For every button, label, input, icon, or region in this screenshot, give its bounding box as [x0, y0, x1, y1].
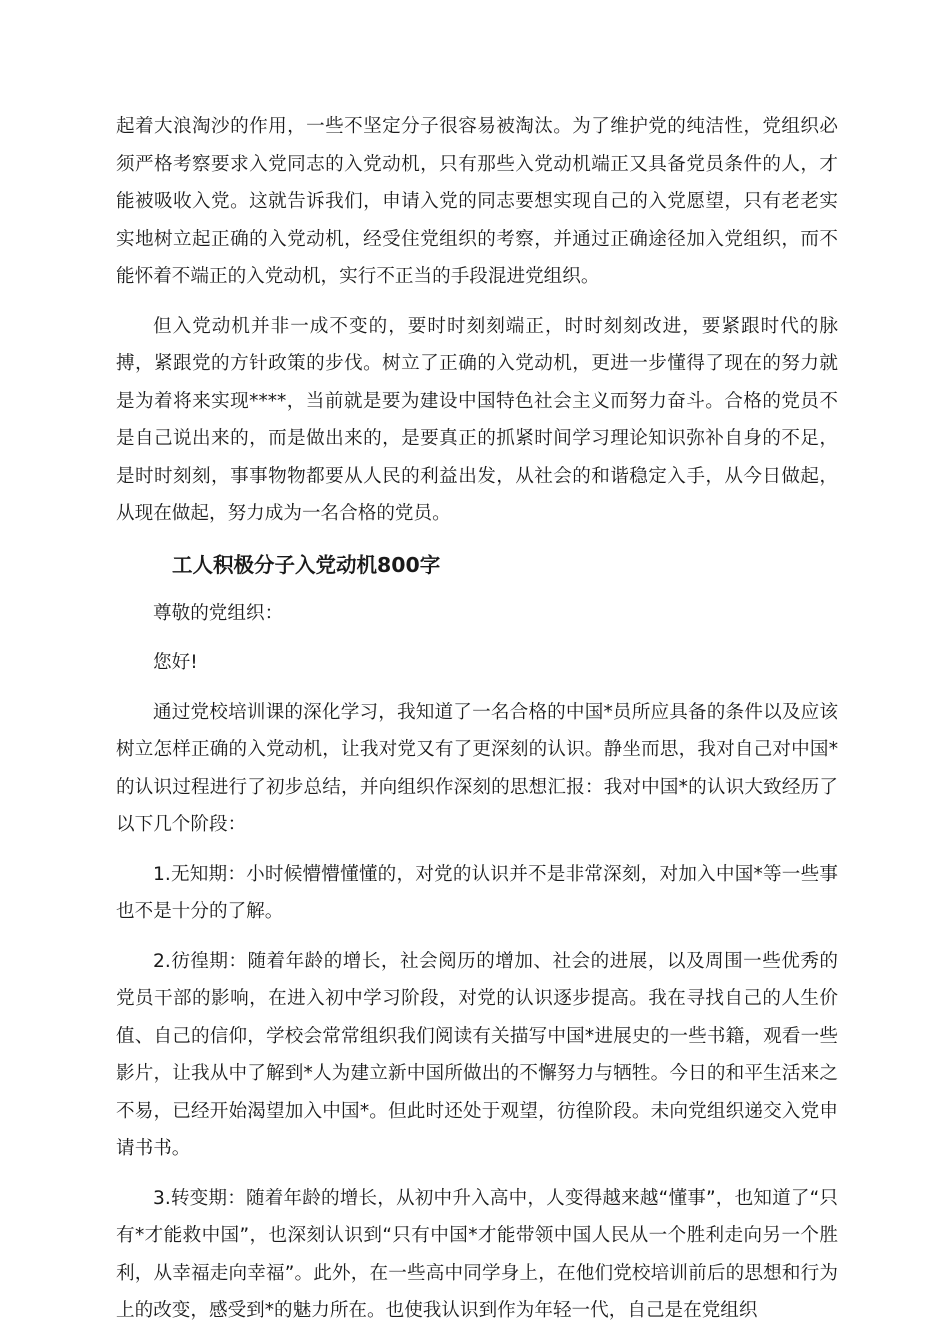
salutation: 尊敬的党组织： — [153, 602, 284, 624]
paragraph: 但入党动机并非一成不变的，要时时刻刻端正，时时刻刻改进，要紧跟时代的脉搏，紧跟党的方针政策的步伐。树立了正确的入党动机，更进一步懂得了现在的努力就是为着将来实现****，当前就是要为建设中国特色社会主义而努力奋斗。合格的党员不是自己说出来的，而是做出来的，是要真正的抓紧时间学习理论知识弥补自身的不足，是时时刻刻，事事物物都要从人民的利益出发，从社会的和谐稳定入手，从今日做起，从现在做起，努力成为一名合格的党员。 — [116, 315, 838, 524]
document-page — [116, 108, 838, 1342]
paragraph: 起着大浪淘沙的作用，一些不坚定分子很容易被淘汰。为了维护党的纯洁性，党组织必须严格考察要求入党同志的入党动机，只有那些入党动机端正又具备党员条件的人，才能被吸收入党。这就告诉我们，申请入党的同志要想实现自己的入党愿望，只有老老实实地树立起正确的入党动机，经受住党组织的考察，并通过正确途径加入党组织，而不能怀着不端正的入党动机，实行不正当的手段混进党组织。 — [116, 116, 838, 287]
paragraph: 1.无知期：小时候懵懵懂懂的，对党的认识并不是非常深刻，对加入中国*等一些事也不是十分的了解。 — [116, 863, 838, 922]
paragraph: 通过党校培训课的深化学习，我知道了一名合格的中国*员所应具备的条件以及应该树立怎样正确的入党动机，让我对党又有了更深刻的认识。静坐而思，我对自己对中国*的认识过程进行了初步总结，并向组织作深刻的思想汇报：我对中国*的认识大致经历了以下几个阶段： — [116, 701, 838, 835]
paragraph: 2.彷徨期：随着年龄的增长，社会阅历的增加、社会的进展，以及周围一些优秀的党员干部的影响，在进入初中学习阶段，对党的认识逐步提高。我在寻找自己的人生价值、自己的信仰，学校会常常组织我们阅读有关描写中国*进展史的一些书籍，观看一些影片，让我从中了解到*人为建立新中国所做出的不懈努力与牺牲。今日的和平生活来之不易，已经开始渴望加入中国*。但此时还处于观望，彷徨阶段。未向党组织递交入党申请书书。 — [116, 950, 838, 1159]
section-heading: 工人积极分子入党动机800字 — [172, 552, 441, 577]
paragraph: 3.转变期：随着年龄的增长，从初中升入高中，人变得越来越“懂事”，也知道了“只有*才能救中国”，也深刻认识到“只有中国*才能带领中国人民从一个胜利走向另一个胜利，从幸福走向幸福”。此外，在一些高中同学身上，在他们党校培训前后的思想和行为上的改变，感受到*的魅力所在。也使我认识到作为年轻一代，自己是在党组织 — [116, 1187, 838, 1321]
greeting: 您好! — [153, 652, 198, 673]
